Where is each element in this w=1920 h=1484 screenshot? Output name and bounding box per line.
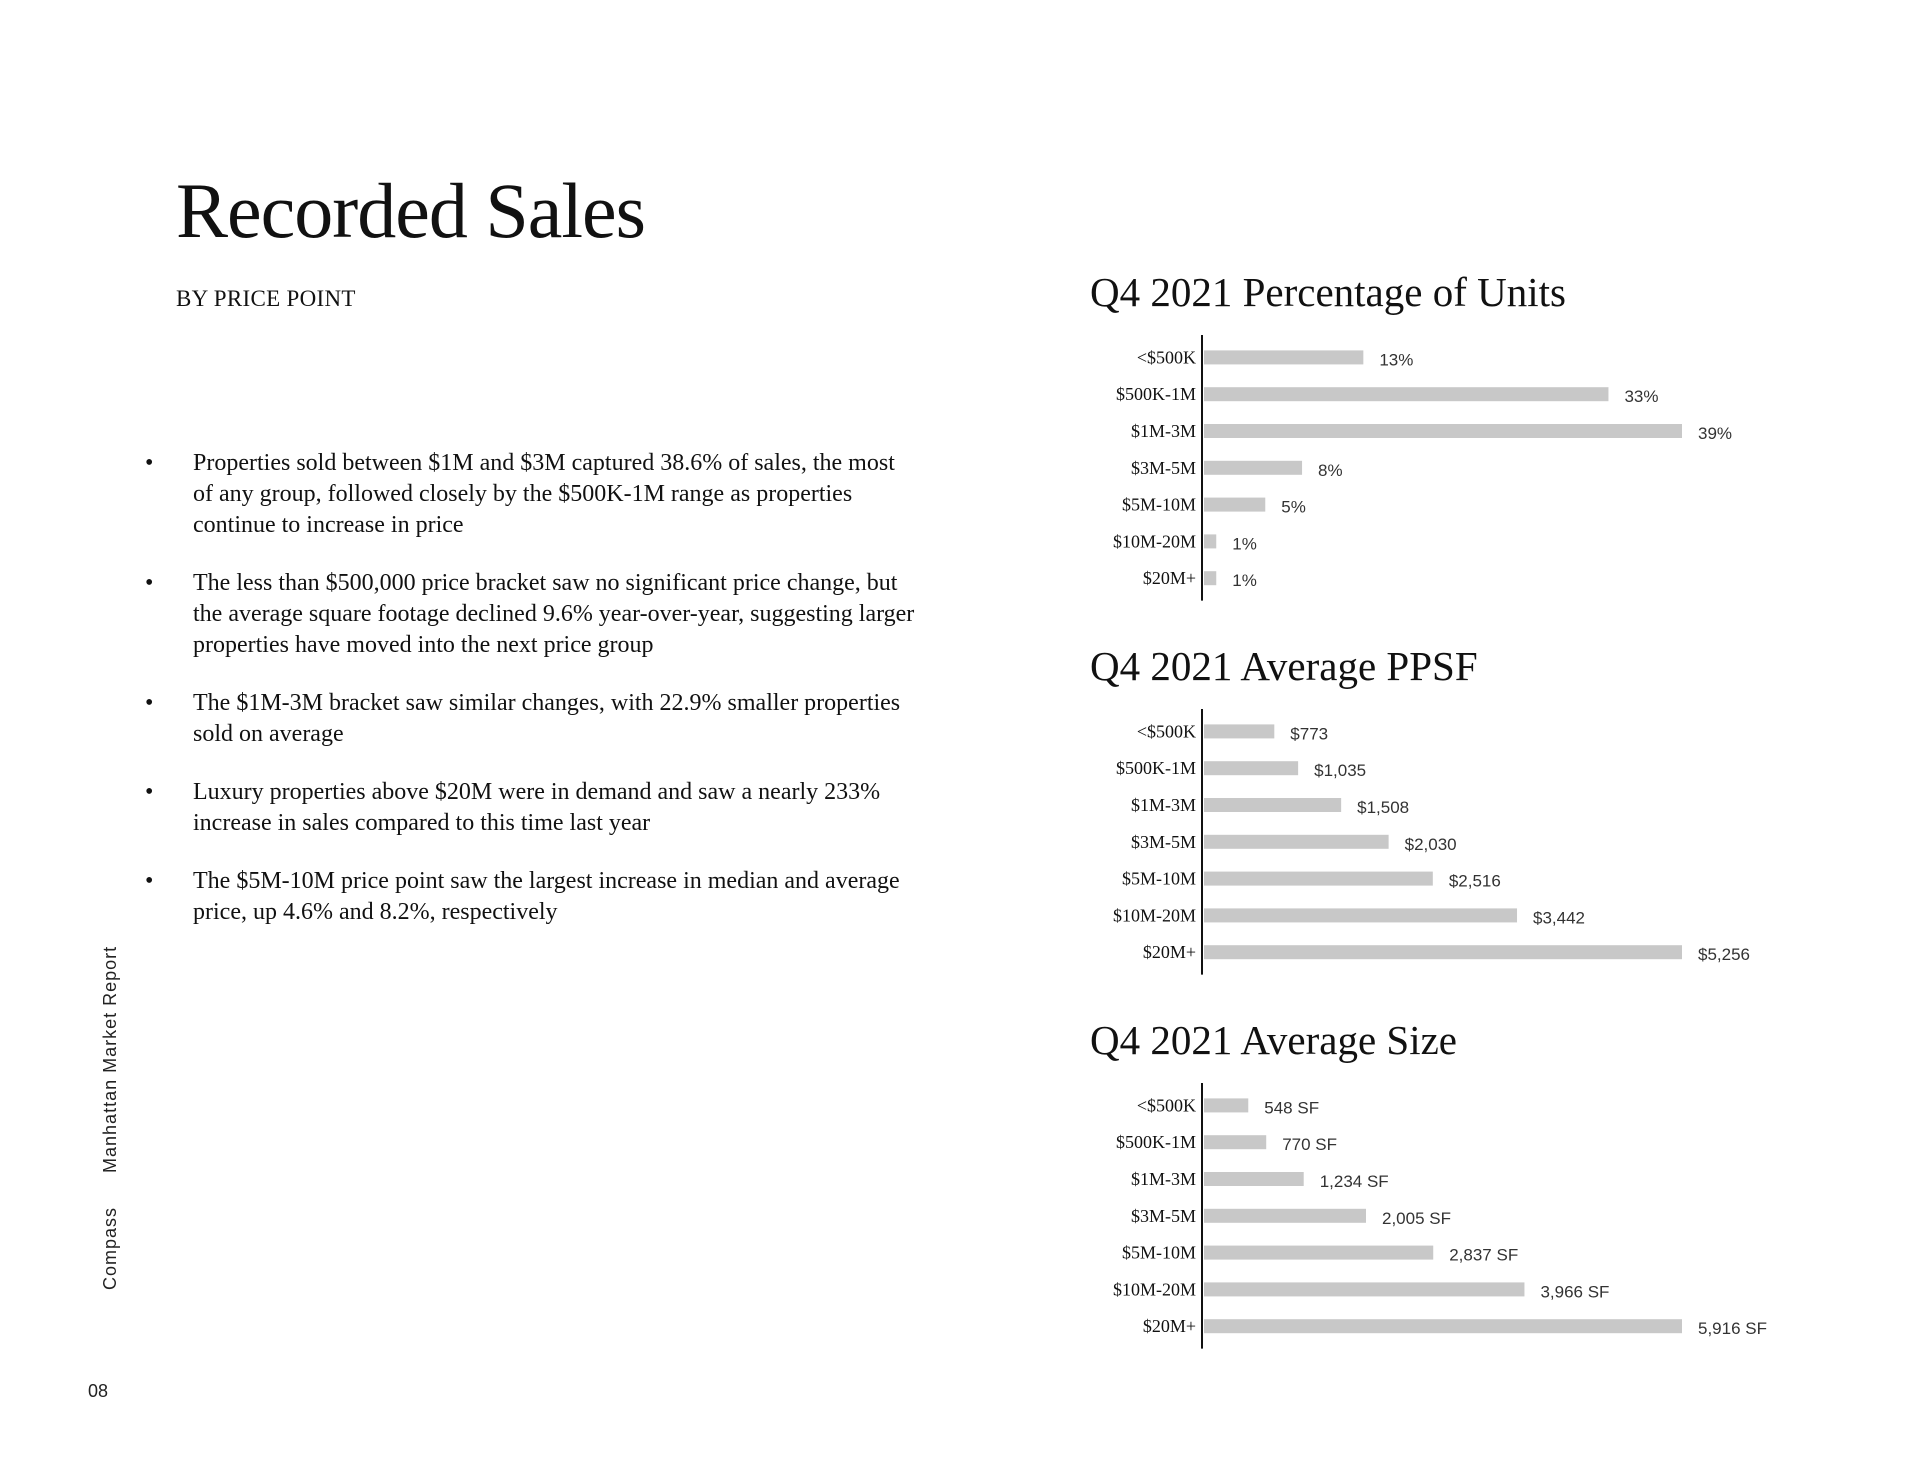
list-item: • The less than $500,000 price bracket saw no significant price change, but the average square footage declined 9.6% year-over-year, suggesting larger properties have moved into the next price group	[145, 568, 915, 661]
report-name: Manhattan Market Report	[100, 945, 120, 1173]
category-label: $5M-10M	[1121, 494, 1196, 515]
category-label: $5M-10M	[1121, 868, 1196, 889]
category-label: $3M-5M	[1130, 831, 1196, 852]
units-bar-chart	[1090, 331, 1790, 601]
side-label	[100, 946, 121, 1290]
value-label: 5%	[1281, 497, 1306, 517]
category-label: $1M-3M	[1130, 795, 1196, 815]
value-label: 2,837 SF	[1449, 1245, 1519, 1265]
bar	[1204, 350, 1363, 364]
value-label: $2,030	[1404, 834, 1457, 854]
value-label: 548 SF	[1264, 1098, 1320, 1118]
bar	[1204, 534, 1216, 548]
category-label: $10M-20M	[1112, 531, 1196, 552]
value-label: $1,035	[1314, 761, 1367, 781]
bar	[1204, 872, 1433, 886]
value-label: $3,442	[1533, 908, 1586, 928]
bar	[1204, 1209, 1366, 1223]
value-label: 13%	[1379, 350, 1414, 370]
value-label: 33%	[1624, 387, 1659, 407]
value-label: $5,256	[1698, 945, 1750, 965]
bar	[1204, 1319, 1682, 1333]
page-subtitle: BY PRICE POINT	[176, 286, 356, 311]
bar	[1204, 1282, 1524, 1296]
bar	[1204, 1246, 1433, 1260]
category-label: $10M-20M	[1112, 905, 1196, 926]
value-label: 5,916 SF	[1698, 1319, 1767, 1339]
category-label: $5M-10M	[1121, 1242, 1196, 1263]
bar	[1204, 798, 1341, 812]
value-label: $2,516	[1448, 871, 1501, 891]
value-label: 39%	[1698, 424, 1733, 443]
page-number: 08	[88, 1381, 109, 1401]
category-label: $500K-1M	[1116, 758, 1196, 779]
ppsf-bar-chart	[1090, 705, 1790, 975]
category-label: $20M+	[1142, 568, 1196, 589]
page-title: Recorded Sales	[176, 167, 646, 254]
brand-name: Compass	[100, 1206, 120, 1290]
bar	[1204, 724, 1274, 738]
bar	[1204, 945, 1682, 959]
bar	[1204, 461, 1302, 475]
value-label: 1%	[1232, 571, 1257, 591]
bar	[1204, 761, 1298, 775]
findings-list	[145, 448, 915, 955]
category-label: $20M+	[1142, 1316, 1196, 1337]
bar	[1204, 908, 1517, 922]
category-label: <$500K	[1136, 347, 1196, 368]
category-label: $1M-3M	[1130, 1169, 1196, 1189]
bar	[1204, 1172, 1304, 1186]
bar	[1204, 498, 1265, 512]
bar	[1204, 1098, 1248, 1112]
value-label: 3,966 SF	[1540, 1282, 1610, 1302]
value-label: $773	[1290, 724, 1329, 744]
bar	[1204, 835, 1389, 849]
bar	[1204, 387, 1608, 401]
category-label: $500K-1M	[1116, 1132, 1196, 1153]
bar	[1204, 424, 1682, 438]
list-item: • The $5M-10M price point saw the largest increase in median and average price, up 4.6% and 8.2%, respectively	[145, 866, 915, 928]
chart-size	[1090, 1017, 1790, 1349]
list-item: • The $1M-3M bracket saw similar changes, with 22.9% smaller properties sold on average	[145, 688, 915, 750]
category-label: $3M-5M	[1130, 1205, 1196, 1226]
category-label: $10M-20M	[1112, 1279, 1196, 1300]
category-label: $1M-3M	[1130, 421, 1196, 441]
value-label: 770 SF	[1282, 1135, 1338, 1155]
chart-units	[1090, 269, 1790, 601]
category-label: $500K-1M	[1116, 384, 1196, 405]
value-label: 2,005 SF	[1381, 1208, 1451, 1228]
bar	[1204, 571, 1216, 585]
category-label: $3M-5M	[1130, 457, 1196, 478]
bar	[1204, 1135, 1266, 1149]
category-label: <$500K	[1136, 721, 1196, 742]
category-label: <$500K	[1136, 1095, 1196, 1116]
chart-ppsf	[1090, 643, 1790, 975]
list-item: • Properties sold between $1M and $3M captured 38.6% of sales, the most of any group, followed closely by the $500K-1M range as properties continue to increase in price	[145, 448, 915, 541]
chart-title: Q4 2021 Average Size	[1090, 1017, 1457, 1063]
value-label: 1%	[1232, 534, 1257, 554]
chart-title: Q4 2021 Average PPSF	[1090, 643, 1478, 689]
category-label: $20M+	[1142, 942, 1196, 963]
list-item: • Luxury properties above $20M were in demand and saw a nearly 233% increase in sales compared to this time last year	[145, 777, 915, 839]
value-label: $1,508	[1357, 798, 1410, 817]
value-label: 1,234 SF	[1319, 1172, 1389, 1191]
chart-title: Q4 2021 Percentage of Units	[1090, 269, 1566, 315]
value-label: 8%	[1318, 460, 1343, 480]
size-bar-chart	[1090, 1079, 1790, 1349]
